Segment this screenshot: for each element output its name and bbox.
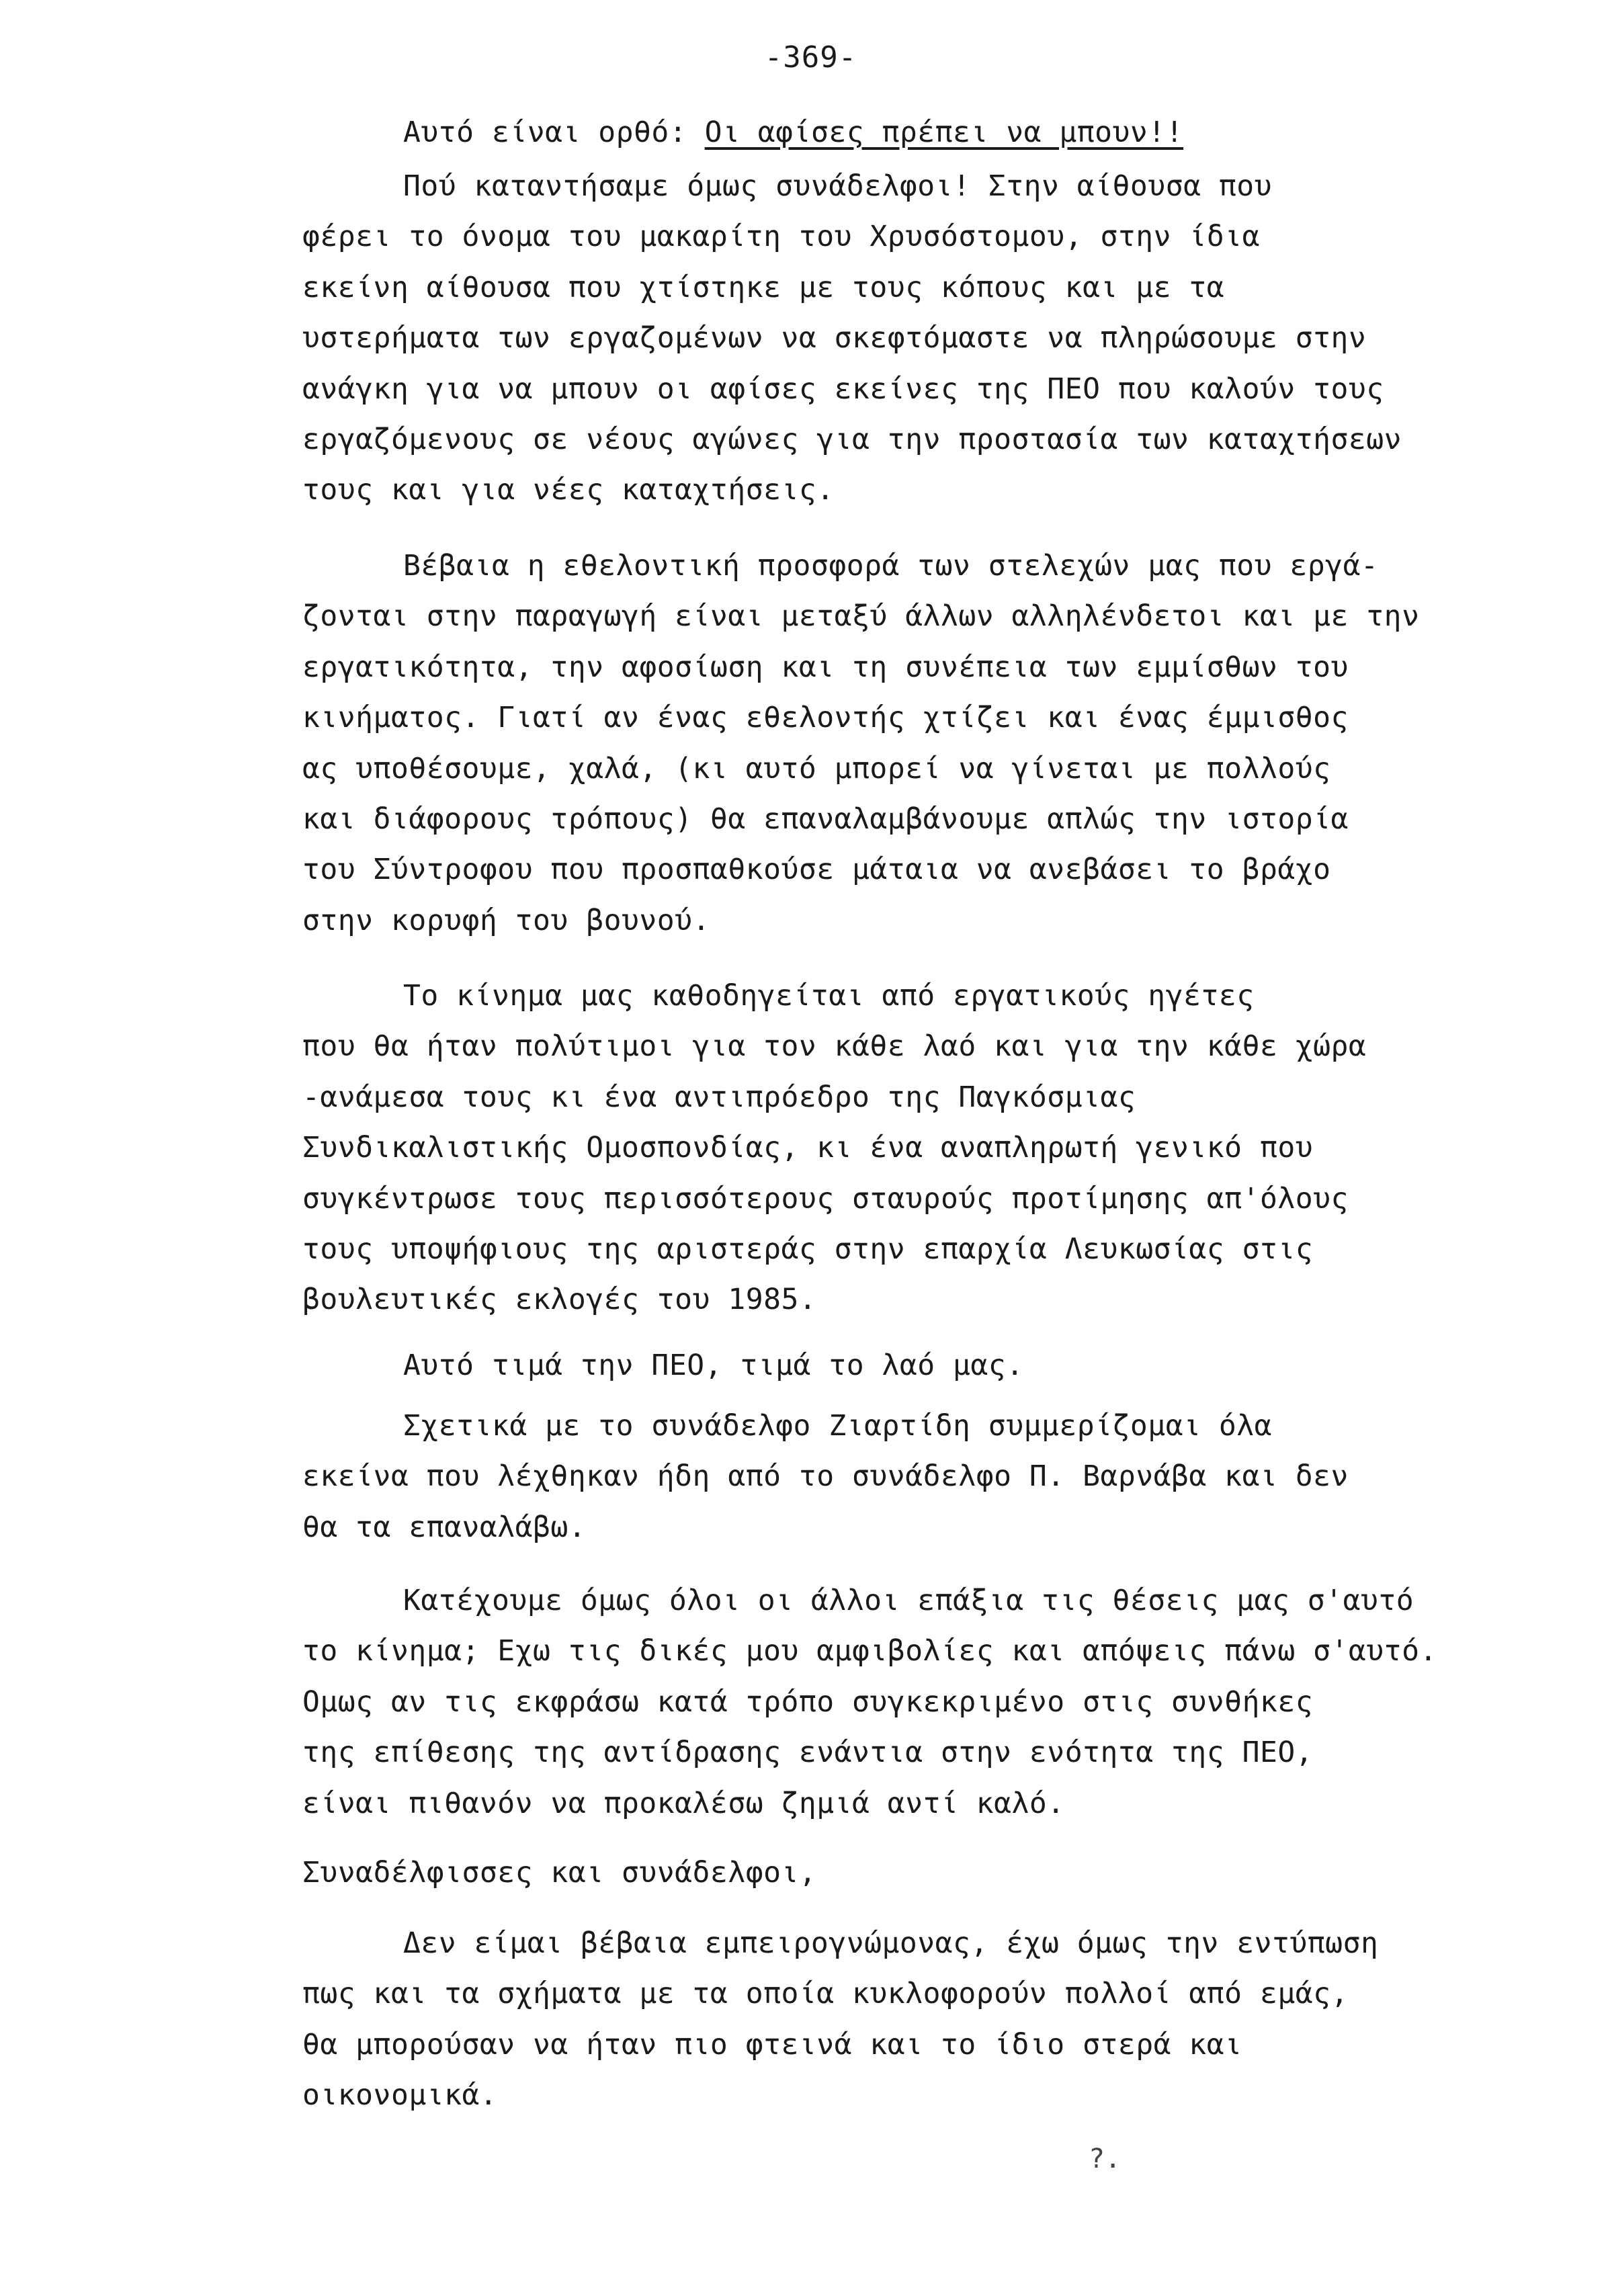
text-line: Βέβαια η εθελοντική προσφορά των στελεχών μας που εργά- xyxy=(403,549,1379,583)
paragraph-2 xyxy=(302,541,1579,946)
text-line: εργατικότητα, την αφοσίωση και τη συνέπεια των εμμίσθων του xyxy=(302,650,1349,684)
text-line: Κατέχουμε όμως όλοι οι άλλοι επάξια τις θέσεις μας σ'αυτό xyxy=(403,1584,1414,1617)
text-line: -ανάμεσα τους κι ένα αντιπρόεδρο της Παγκόσμιας xyxy=(302,1080,1136,1114)
paragraph-1 xyxy=(302,161,1579,516)
text-line: Αυτό τιμά την ΠΕΟ, τιμά το λαό μας. xyxy=(403,1349,1024,1382)
text-line: θα μπορούσαν να ήταν πιο φτεινά και το ίδιο στερά και xyxy=(302,2027,1242,2061)
footer-mark: ?. xyxy=(1089,2143,1122,2174)
page-number: -369- xyxy=(764,40,857,75)
text-line: της επίθεσης της αντίδρασης ενάντια στην ενότητα της ΠΕΟ, xyxy=(302,1736,1314,1770)
text-line: κινήματος. Γιατί αν ένας εθελοντής χτίζει και ένας έμμισθος xyxy=(302,701,1349,735)
paragraph-4 xyxy=(302,1341,1579,1391)
text-line: Το κίνημα μας καθοδηγείται από εργατικούς ηγέτες xyxy=(403,979,1255,1013)
paragraph-8 xyxy=(302,1918,1579,2121)
paragraph-7 xyxy=(302,1848,1579,1898)
heading-line xyxy=(302,108,1608,158)
text-line: στην κορυφή του βουνού. xyxy=(302,903,710,937)
text-line: Πού καταντήσαμε όμως συνάδελφοι! Στην αίθουσα που xyxy=(403,169,1273,203)
text-line: ας υποθέσουμε, χαλά, (κι αυτό μπορεί να γίνεται με πολλούς xyxy=(302,751,1331,785)
paragraph-3 xyxy=(302,971,1579,1326)
text-line: υστερήματα των εργαζομένων να σκεφτόμαστε να πληρώσουμε στην xyxy=(302,321,1367,355)
text-line: συγκέντρωσε τους περισσότερους σταυρούς προτίμησης απ'όλους xyxy=(302,1181,1349,1216)
text-line: Ομως αν τις εκφράσω κατά τρόπο συγκεκριμένο στις συνθήκες xyxy=(302,1685,1314,1719)
text-line: εκείνα που λέχθηκαν ήδη από το συνάδελφο Π. Βαρνάβα και δεν xyxy=(302,1459,1349,1494)
text-line: τους και για νέες καταχτήσεις. xyxy=(302,473,835,507)
text-line: βουλευτικές εκλογές του 1985. xyxy=(302,1283,817,1317)
text-line: θα τα επαναλάβω. xyxy=(302,1510,587,1544)
text-line: Συνδικαλιστικής Ομοσπονδίας, κι ένα αναπληρωτή γενικό που xyxy=(302,1131,1314,1165)
text-line: του Σύντροφου που προσπαθκούσε μάταια να ανεβάσει το βράχο xyxy=(302,853,1331,887)
text-line: και διάφορους τρόπους) θα επαναλαμβάνουμε απλώς την ιστορία xyxy=(302,802,1349,837)
text-line: Συναδέλφισσες και συνάδελφοι, xyxy=(302,1856,817,1889)
heading-underlined: Οι αφίσες πρέπει να μπουν!! xyxy=(704,116,1184,149)
paragraph-6 xyxy=(302,1576,1579,1829)
text-line: πως και τα σχήματα με τα οποία κυκλοφορούν πολλοί από εμάς, xyxy=(302,1977,1349,2011)
text-line: οικονομικά. xyxy=(302,2078,498,2113)
text-line: ζονται στην παραγωγή είναι μεταξύ άλλων αλληλένδετοι και με την xyxy=(302,599,1420,634)
text-line: που θα ήταν πολύτιμοι για τον κάθε λαό και για την κάθε χώρα xyxy=(302,1029,1367,1064)
text-line: τους υποψήφιους της αριστεράς στην επαρχία Λευκωσίας στις xyxy=(302,1232,1314,1267)
text-line: εκείνη αίθουσα που χτίστηκε με τους κόπους και με τα xyxy=(302,270,1225,304)
text-line: Σχετικά με το συνάδελφο Ζιαρτίδη συμμερίζομαι όλα xyxy=(403,1409,1273,1443)
text-line: φέρει το όνομα του μακαρίτη του Χρυσόστομου, στην ίδια xyxy=(302,220,1260,254)
text-line: είναι πιθανόν να προκαλέσω ζημιά αντί καλό. xyxy=(302,1786,1065,1820)
text-line: Δεν είμαι βέβαια εμπειρογνώμονας, έχω όμως την εντύπωση xyxy=(403,1926,1379,1960)
heading-lead: Αυτό είναι ορθό: xyxy=(403,116,705,149)
text-line: το κίνημα; Εχω τις δικές μου αμφιβολίες και απόψεις πάνω σ'αυτό. xyxy=(302,1634,1437,1668)
paragraph-5 xyxy=(302,1401,1579,1553)
text-line: ανάγκη για να μπουν οι αφίσες εκείνες της ΠΕΟ που καλούν τους xyxy=(302,372,1384,406)
text-line: εργαζόμενους σε νέους αγώνες για την προστασία των καταχτήσεων xyxy=(302,423,1402,457)
